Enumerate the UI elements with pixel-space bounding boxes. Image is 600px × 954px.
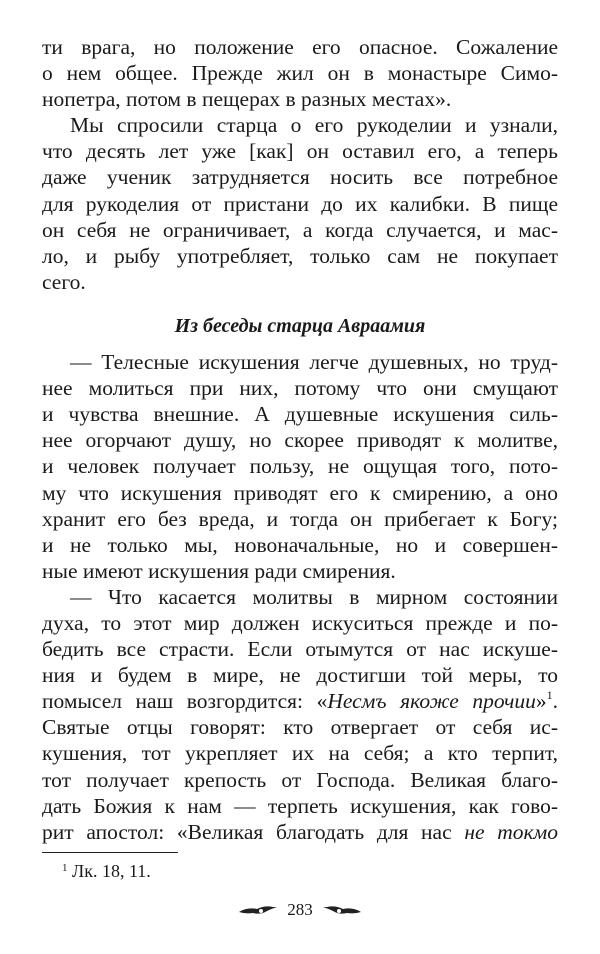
left-ornament-icon	[237, 903, 279, 917]
text-segment: и человек получает пользу, не ощущая того, пото-	[42, 454, 558, 479]
text-segment: ло, и рыбу употребляет, только сам не покупает	[42, 243, 558, 268]
italic-text: не токмо	[464, 819, 559, 844]
text-segment: ные имеют искушения ради смирения.	[42, 558, 396, 583]
text-segment: даже ученик затрудняется носить все потребное	[42, 165, 558, 190]
text-segment: — Телесные искушения легче душевных, но труд-	[70, 350, 558, 375]
page-footer	[0, 900, 600, 920]
text-line	[42, 714, 558, 740]
text-line	[42, 506, 558, 532]
text-segment: и не только мы, новоначальные, но и совершен-	[42, 532, 558, 557]
text-line	[42, 558, 558, 584]
body-text	[42, 34, 558, 845]
text-segment: кушения, тот укрепляет их на себя; а кто терпит,	[42, 741, 558, 766]
section-heading: Из беседы старца Авраамия	[174, 314, 426, 337]
text-line	[42, 243, 558, 269]
text-line	[42, 480, 558, 506]
text-segment: хранит его без вреда, и тогда он прибегает к Богу;	[42, 506, 558, 531]
text-line	[42, 164, 558, 190]
text-line	[42, 269, 558, 295]
text-segment: нее огорчают душу, но скорее приводят к молитве,	[42, 428, 558, 453]
text-segment: помысел наш возгордится: «	[42, 689, 328, 714]
text-segment: тот получает крепость от Господа. Великая благо-	[42, 767, 558, 792]
text-line	[42, 793, 558, 819]
text-segment: ния и будем в мире, не достигши той меры, то	[42, 663, 558, 688]
page-number: 283	[287, 900, 313, 919]
text-segment: духа, то этот мир должен искуситься прежде и по-	[42, 610, 558, 635]
text-segment: рит апостол: «Великая благодать для нас	[42, 819, 465, 844]
text-line	[42, 60, 558, 86]
text-line	[42, 86, 558, 112]
italic-text: Несмъ якоже прочии	[327, 689, 536, 714]
text-segment: он себя не ограничивает, а когда случается, и мас-	[42, 217, 558, 242]
text-line	[42, 401, 558, 427]
text-line	[42, 138, 558, 164]
text-line	[42, 740, 558, 766]
text-line	[42, 532, 558, 558]
text-segment: сего.	[42, 269, 86, 294]
text-line	[42, 349, 558, 375]
text-line	[42, 217, 558, 243]
text-line	[42, 453, 558, 479]
text-line	[42, 688, 558, 714]
text-segment: нопетра, потом в пещерах в разных местах».	[42, 87, 452, 112]
text-segment: дать Божия к нам — терпеть искушения, как гово-	[42, 793, 558, 818]
text-segment: нее молиться при них, потому что они смущают	[42, 376, 558, 401]
text-line	[42, 636, 558, 662]
text-line	[42, 34, 558, 60]
text-line	[42, 427, 558, 453]
text-line	[42, 610, 558, 636]
footnote-rule	[42, 852, 178, 853]
text-line	[42, 819, 558, 845]
text-segment: ти врага, но положение его опасное. Сожаление	[42, 35, 558, 59]
footnote	[62, 861, 151, 882]
footnote-reference: 1	[546, 688, 553, 703]
text-segment: для рукоделия от пристани до их калибки. В пище	[42, 191, 558, 216]
text-segment: бедить все страсти. Если отымутся от нас искуше-	[42, 637, 558, 662]
text-line	[42, 584, 558, 610]
text-line	[42, 662, 558, 688]
text-segment: Мы спросили старца о его рукоделии и узнали,	[70, 113, 558, 138]
text-line	[42, 112, 558, 138]
text-segment: о нем общее. Прежде жил он в монастыре Симо-	[42, 61, 558, 86]
text-line	[42, 767, 558, 793]
right-ornament-icon	[321, 903, 363, 917]
text-line	[42, 191, 558, 217]
text-segment: что десять лет уже [как] он оставил его, а теперь	[42, 139, 558, 164]
footnote-mark: 1	[62, 862, 68, 874]
text-segment: »	[535, 689, 547, 714]
text-segment: му что искушения приводят его к смирению, а оно	[42, 480, 558, 505]
text-segment: — Что касается молитвы в мирном состоянии	[70, 584, 558, 609]
text-segment: и чувства внешние. А душевные искушения силь-	[42, 402, 558, 427]
footnote-text: Лк. 18, 11.	[72, 861, 151, 881]
text-line	[42, 375, 558, 401]
text-segment: Святые отцы говорят: кто отвергает от себя ис-	[42, 715, 558, 740]
text-segment: .	[552, 689, 558, 714]
